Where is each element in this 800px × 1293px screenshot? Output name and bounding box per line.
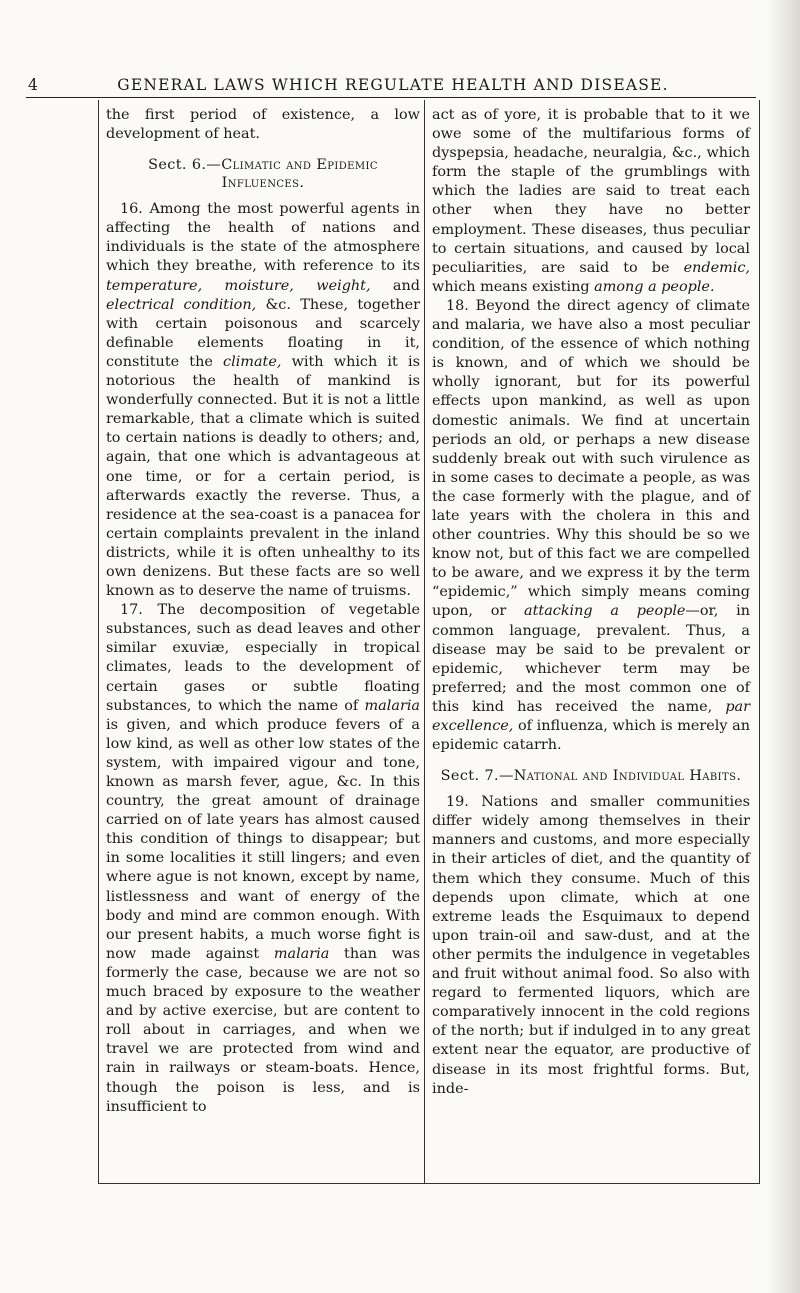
intro-paragraph: the first period of existence, a low development of heat. xyxy=(106,107,420,143)
p18-text-b: —or, in common language, prevalent. Thus, a disease may be said to be prevalent or epidemic, whichever term may be preferred; and the most common one of this kind has received the name, xyxy=(432,603,751,715)
p18-italic-1: attacking a people xyxy=(524,603,686,620)
paragraph-16 xyxy=(106,200,420,601)
p16-italic-2: electrical condition, xyxy=(106,296,257,313)
p16-text-a: 16. Among the most powerful agents in affecting the health of nations and individuals is the state of the atmosphere which they breathe, with reference to its xyxy=(106,201,420,275)
section-7-heading xyxy=(432,767,750,785)
paragraph-19: 19. Nations and smaller communities differ widely among themselves in their manners and customs, and more especially in their articles of diet, and the quantity of them which they consume. Much of this depends upon climate, which at one extreme leads the Esquimaux to depend upon train-oil and saw-dust, and at the other permits the indulgence in vegetables and fruit without animal food. So also with regard to fermented liquors, which are comparatively innocent in the cold regions of the north; but if indulged in to any great extent near the equator, are productive of disease in its most frightful forms. But, inde- xyxy=(432,794,750,1097)
header-rule xyxy=(26,97,756,98)
p18-text-c: of influenza, which is merely an epidemic catarrh. xyxy=(432,718,750,754)
cont-text-b: which means existing xyxy=(432,278,595,295)
p16-italic-1: temperature, moisture, weight, xyxy=(106,277,371,294)
column-divider xyxy=(424,100,425,1183)
running-title: GENERAL LAWS WHICH REGULATE HEALTH AND DISEASE. xyxy=(117,76,669,94)
p18-italic-2: par excellence, xyxy=(432,698,750,734)
paragraph-18 xyxy=(432,297,750,755)
continued-paragraph xyxy=(432,106,750,297)
cont-text-a: act as of yore, it is probable that to it we owe some of the multifarious forms of dyspepsia, headache, neuralgia, &c., which form the staple of the grumblings with which the ladies are said to treat each other when they have no better employment. These diseases, thus peculiar to certain situations, and caused by local peculiarities, are said to be xyxy=(432,107,750,276)
section-6-title: Climatic and Epidemic Influences. xyxy=(221,157,378,192)
right-column xyxy=(432,106,750,1099)
cont-italic-1: endemic, xyxy=(683,259,750,276)
section-7-prefix: Sect. 7.— xyxy=(440,768,514,785)
p17-italic-2: malaria xyxy=(273,945,330,962)
p16-text-d: with which it is notorious the health of mankind is wonderfully connected. But it is not a little remarkable, that a climate which is suited to certain nations is deadly to others; and, again, that one which is advantageous at one time, or for a certain period, is afterwards exactly the reverse. Thus, a residence at the sea-coast is a panacea for certain complaints prevalent in the inland districts, while it is often unhealthy to its own denizens. But these facts are so well known as to deserve the name of truisms. xyxy=(106,353,420,600)
p17-text-c: than was formerly the case, because we are not so much braced by exposure to the weather and by active exercise, but are content to roll about in carriages, and when we travel we are protected from wind and rain in railways or steam-boats. Hence, though the poison is less, and is insufficient to xyxy=(106,945,420,1115)
p16-text-c: &c. These, together with certain poisonous and scarcely definable elements floating in it, constitute the xyxy=(106,296,420,370)
section-6-prefix: Sect. 6.— xyxy=(148,157,222,174)
p16-text-b: and xyxy=(370,277,420,294)
section-7-title: National and Individual Habits. xyxy=(513,768,742,785)
p16-italic-3: climate, xyxy=(223,353,282,370)
p18-text-a: 18. Beyond the direct agency of climate and malaria, we have also a most peculiar condition, of the essence of which nothing is known, and of which we should be wholly ignorant, but for its powerful effects upon mankind, as well as upon domestic animals. We find at uncertain periods an old, or perhaps a new disease suddenly break out with such virulence as in some cases to decimate a people, as was the case formerly with the plague, and of late years with the cholera in this and other countries. Why this should be so we know not, but of this fact we are compelled to be aware, and we express it by the term “epidemic,” which simply means coming upon, or xyxy=(432,297,750,620)
cont-italic-2: among a people. xyxy=(594,278,715,295)
page-number: 4 xyxy=(28,76,40,94)
p17-text-b: is given, and which produce fevers of a low kind, as well as other low states of the system, with impaired vigour and tone, known as marsh fever, ague, &c. In this country, the great amount of drainage carried on of late years has almost caused this condition of things to disappear; but in some localities it still lingers; and even where ague is not known, except by name, listlessness and want of energy of the body and mind are common enough. With our present habits, a much worse fight is now made against xyxy=(106,716,420,962)
paragraph-17 xyxy=(106,601,420,1117)
p17-italic-1: malaria xyxy=(364,697,420,714)
p17-text-a: 17. The decomposition of vegetable substances, such as dead leaves and other similar exuviæ, especially in tropical climates, leads to the development of certain gases or subtle floating substances, to which the name of xyxy=(106,602,420,714)
scan-shadow-edge xyxy=(766,0,800,1293)
left-column xyxy=(106,106,420,1117)
section-6-heading xyxy=(106,156,420,192)
